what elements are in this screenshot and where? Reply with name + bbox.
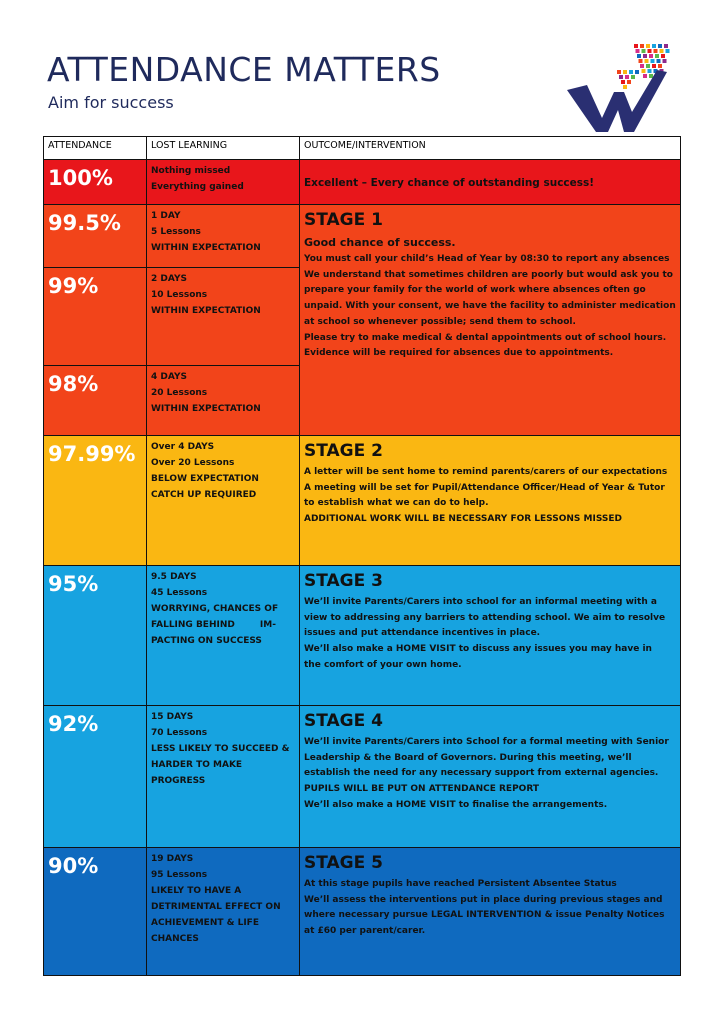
lost-line: Nothing missed [151,166,231,176]
lost-line: WORRYING, CHANCES OF [151,604,279,614]
lost-learning-99-5 [147,205,300,268]
lost-line: PACTING ON SUCCESS [151,636,262,646]
lost-line: FALLING BEHIND IM- [151,620,276,630]
stage-1-line: You must call your child’s Head of Year by 08:30 to report any absences [304,254,670,264]
stage-4-line: establish the need for any necessary support from external agencies. [304,768,659,779]
stage-2-line: A meeting will be set for Pupil/Attendance Officer/Head of Year & Tutor [304,482,665,493]
lost-learning-97-99 [147,436,300,566]
stage-3-line: We’ll also make a HOME VISIT to discuss any issues you may have in [304,644,652,655]
lost-learning-100 [147,160,300,205]
table-row [44,160,681,205]
table-row [44,436,681,566]
outcome-100 [300,160,681,205]
lost-line: DETRIMENTAL EFFECT ON [151,902,281,912]
lost-line: Over 20 Lessons [151,458,235,468]
lost-line: 20 Lessons [151,388,208,398]
lost-line: CHANCES [151,934,199,944]
lost-line: 2 DAYS [151,274,187,284]
page-title: ATTENDANCE MATTERS [47,50,441,89]
lost-line: 1 DAY [151,211,181,221]
stage-1-line: at school so whenever possible; send them to school. [304,316,576,327]
table-row [44,706,681,848]
stage-4-line: Leadership & the Board of Governors. During this meeting, we’ll [304,752,632,763]
stage-5-line: where necessary pursue LEGAL INTERVENTION & issue Penalty Notices [304,910,665,921]
lost-line: 9.5 DAYS [151,572,197,582]
attendance-99-5: 99.5% [44,205,147,268]
stage-3-line: issues and put attendance incentives in place. [304,628,541,639]
lost-line: WITHIN EXPECTATION [151,306,261,316]
lost-line: LIKELY TO HAVE A [151,886,242,896]
attendance-table [43,136,681,976]
header-attendance: ATTENDANCE [44,137,147,160]
lost-learning-95 [147,566,300,706]
lost-line: CATCH UP REQUIRED [151,490,257,500]
lost-line: 45 Lessons [151,588,208,598]
page-subtitle: Aim for success [48,93,174,112]
attendance-90: 90% [44,848,147,976]
stage-2-title: STAGE 2 [304,441,383,461]
lost-line: LESS LIKELY TO SUCCEED & [151,744,290,754]
lost-line: HARDER TO MAKE [151,760,243,770]
header-lost-learning: LOST LEARNING [147,137,300,160]
lost-line: BELOW EXPECTATION [151,474,259,484]
header-outcome: OUTCOME/INTERVENTION [300,137,681,160]
lost-line: Everything gained [151,182,244,192]
outcome-stage-4 [300,706,681,848]
attendance-99: 99% [44,268,147,366]
stage-4-line: We’ll invite Parents/Carers into School for a formal meeting with Senior [304,737,669,747]
table-header-row [44,137,681,160]
stage-1-line: unpaid. With your consent, we have the facility to administer medication [304,301,676,312]
lost-learning-90 [147,848,300,976]
lost-line: 70 Lessons [151,728,208,738]
school-logo-icon [562,40,682,135]
outcome-stage-3 [300,566,681,706]
stage-3-line: view to addressing any barriers to attending school. We aim to resolve [304,612,666,623]
attendance-95: 95% [44,566,147,706]
stage-1-title: STAGE 1 [304,210,383,230]
lost-line: 19 DAYS [151,854,194,864]
stage-2-line: ADDITIONAL WORK WILL BE NECESSARY FOR LESSONS MISSED [304,514,623,525]
stage-1-line: Please try to make medical & dental appointments out of school hours. [304,332,667,343]
lost-line: PROGRESS [151,776,206,786]
stage-3-line: We’ll invite Parents/Carers into school for an informal meeting with a [304,597,657,607]
lost-learning-92 [147,706,300,848]
lost-line: 10 Lessons [151,290,208,300]
lost-learning-98 [147,366,300,436]
stage-4-line: PUPILS WILL BE PUT ON ATTENDANCE REPORT [304,784,539,795]
stage-1-line: prepare your family for the world of work where absences often go [304,285,646,296]
stage-1-line: We understand that sometimes children are poorly but would ask you to [304,269,673,280]
table-row [44,205,681,268]
stage-2-line: A letter will be sent home to remind parents/carers of our expectations [304,467,668,477]
attendance-97-99: 97.99% [44,436,147,566]
lost-line: WITHIN EXPECTATION [151,404,261,414]
lost-line: 15 DAYS [151,712,194,722]
stage-3-title: STAGE 3 [304,571,383,591]
stage-5-title: STAGE 5 [304,853,383,873]
attendance-100: 100% [44,160,147,205]
stage-5-line: We’ll assess the interventions put in place during previous stages and [304,894,663,905]
lost-line: 5 Lessons [151,227,201,237]
outcome-stage-2 [300,436,681,566]
stage-1-line: Evidence will be required for absences due to appointments. [304,348,614,359]
lost-line: ACHIEVEMENT & LIFE [151,918,259,928]
stage-4-title: STAGE 4 [304,711,383,731]
lost-line: 4 DAYS [151,372,187,382]
table-row [44,848,681,976]
attendance-98: 98% [44,366,147,436]
stage-3-line: the comfort of your own home. [304,659,462,670]
lost-line: Over 4 DAYS [151,442,215,452]
attendance-92: 92% [44,706,147,848]
stage-1-subtitle: Good chance of success. [304,236,456,249]
stage-5-line: at £60 per parent/carer. [304,926,426,937]
lost-line: 95 Lessons [151,870,208,880]
stage-5-line: At this stage pupils have reached Persistent Absentee Status [304,879,617,889]
stage-2-line: to establish what we can do to help. [304,498,489,509]
lost-line: WITHIN EXPECTATION [151,243,261,253]
stage-4-line: We’ll also make a HOME VISIT to finalise the arrangements. [304,799,608,810]
outcome-excellent: Excellent – Every chance of outstanding success! [304,177,595,189]
lost-learning-99 [147,268,300,366]
outcome-stage-5 [300,848,681,976]
table-row [44,566,681,706]
outcome-stage-1 [300,205,681,436]
